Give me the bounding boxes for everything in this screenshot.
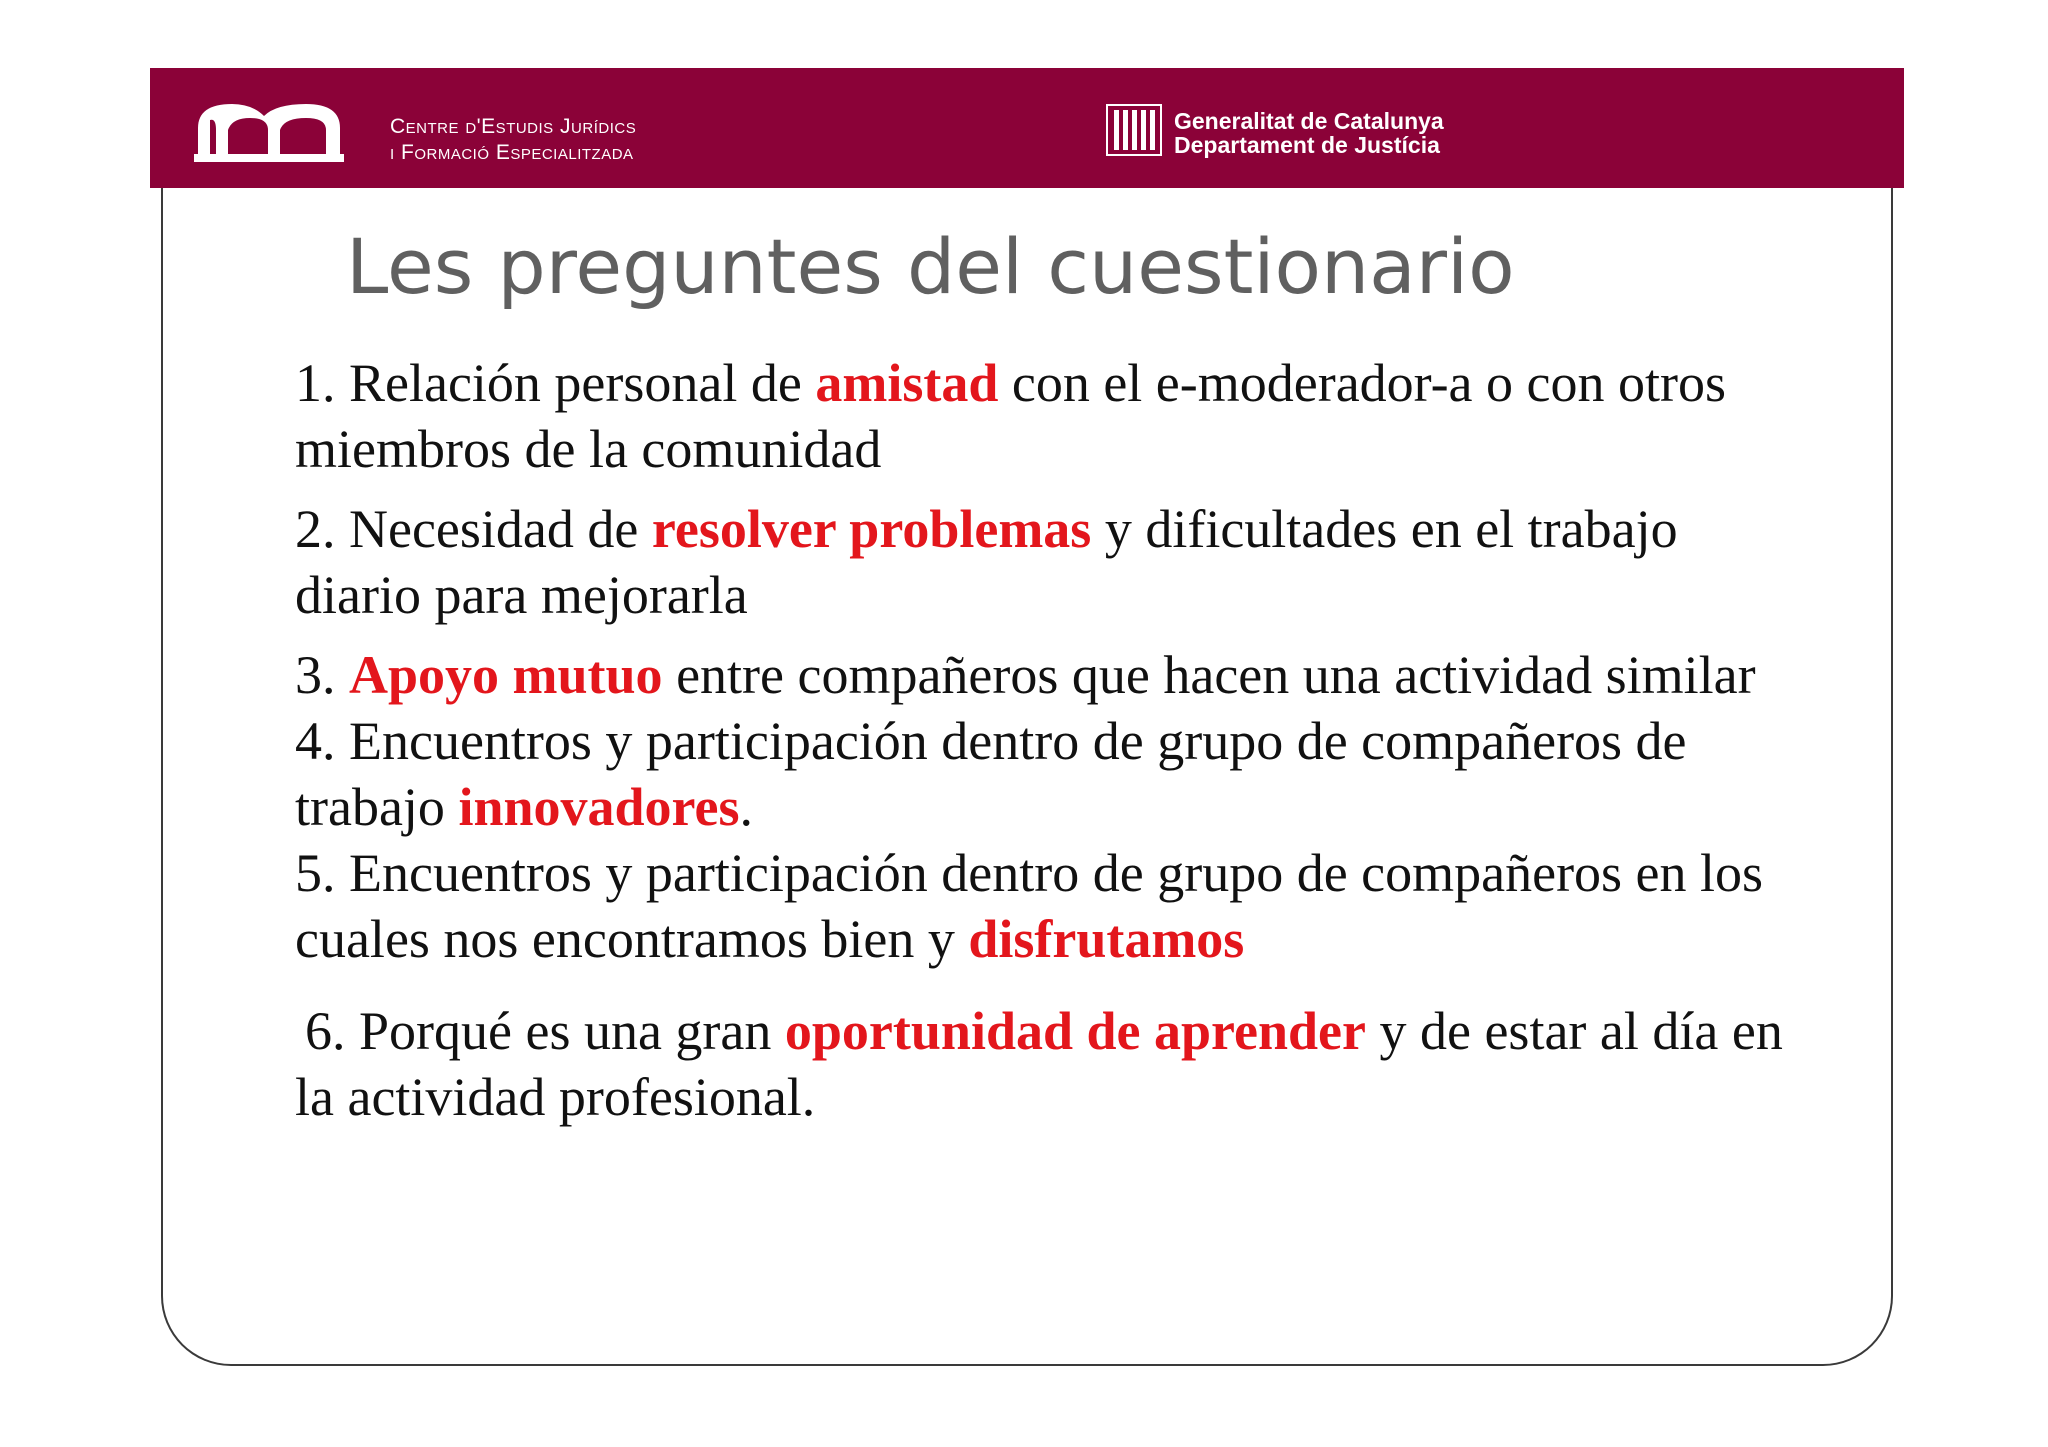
question-keyword: Apoyo mutuo [349,645,663,705]
question-keyword: amistad [815,353,999,413]
cejfe-name-line2: i Formació Especialitzada [390,141,634,164]
question-text: Encuentros y participación dentro de grupo de compañeros de trabajo [295,711,1687,837]
question-keyword: innovadores [458,777,740,837]
generalitat-name-line2: Departament de Justícia [1174,132,1440,158]
question-text-tail: con el e-moderador-a o con otros miembros de la comunidad [295,353,1726,479]
question-item [295,840,1815,972]
cejfe-name [390,114,636,166]
question-keyword: resolver problemas [651,499,1092,559]
question-item [295,642,1815,708]
question-number: 3. [295,645,336,705]
question-number: 1. [295,353,336,413]
question-text: Relación personal de [335,353,816,413]
question-text-tail: y dificultades en el trabajo diario para mejorarla [295,499,1678,625]
question-keyword: oportunidad de aprender [784,1001,1366,1061]
generalitat-name [1174,109,1444,157]
question-keyword: disfrutamos [968,909,1245,969]
cejfe-name-line1: Centre d'Estudis Jurídics [390,115,637,138]
question-item [295,708,1815,840]
question-item [295,998,1815,1130]
generalitat-name-line1: Generalitat de Catalunya [1174,108,1444,134]
question-number: 4. [295,711,336,771]
question-text: Encuentros y participación dentro de grupo de compañeros en los cuales nos encontramos bien y [295,843,1764,969]
question-text [336,645,350,705]
question-number: 2. [295,499,336,559]
generalitat-emblem-icon [1106,104,1162,156]
question-item [295,496,1815,628]
question-item [295,350,1815,482]
question-text-tail: entre compañeros que hacen una actividad similar [662,645,1756,705]
page-title: Les preguntes del cuestionario [346,222,1515,311]
question-number: 5. [295,843,336,903]
question-text-tail: y de estar al día en la actividad profesional. [295,1001,1783,1127]
question-list [295,350,1815,1130]
question-text: Necesidad de [335,499,652,559]
question-text: Porqué es una gran [345,1001,785,1061]
question-text-tail: . [739,777,754,837]
header-band [150,68,1904,188]
cejfe-arches-logo-icon [194,98,344,162]
question-number: 6. [305,1001,346,1061]
